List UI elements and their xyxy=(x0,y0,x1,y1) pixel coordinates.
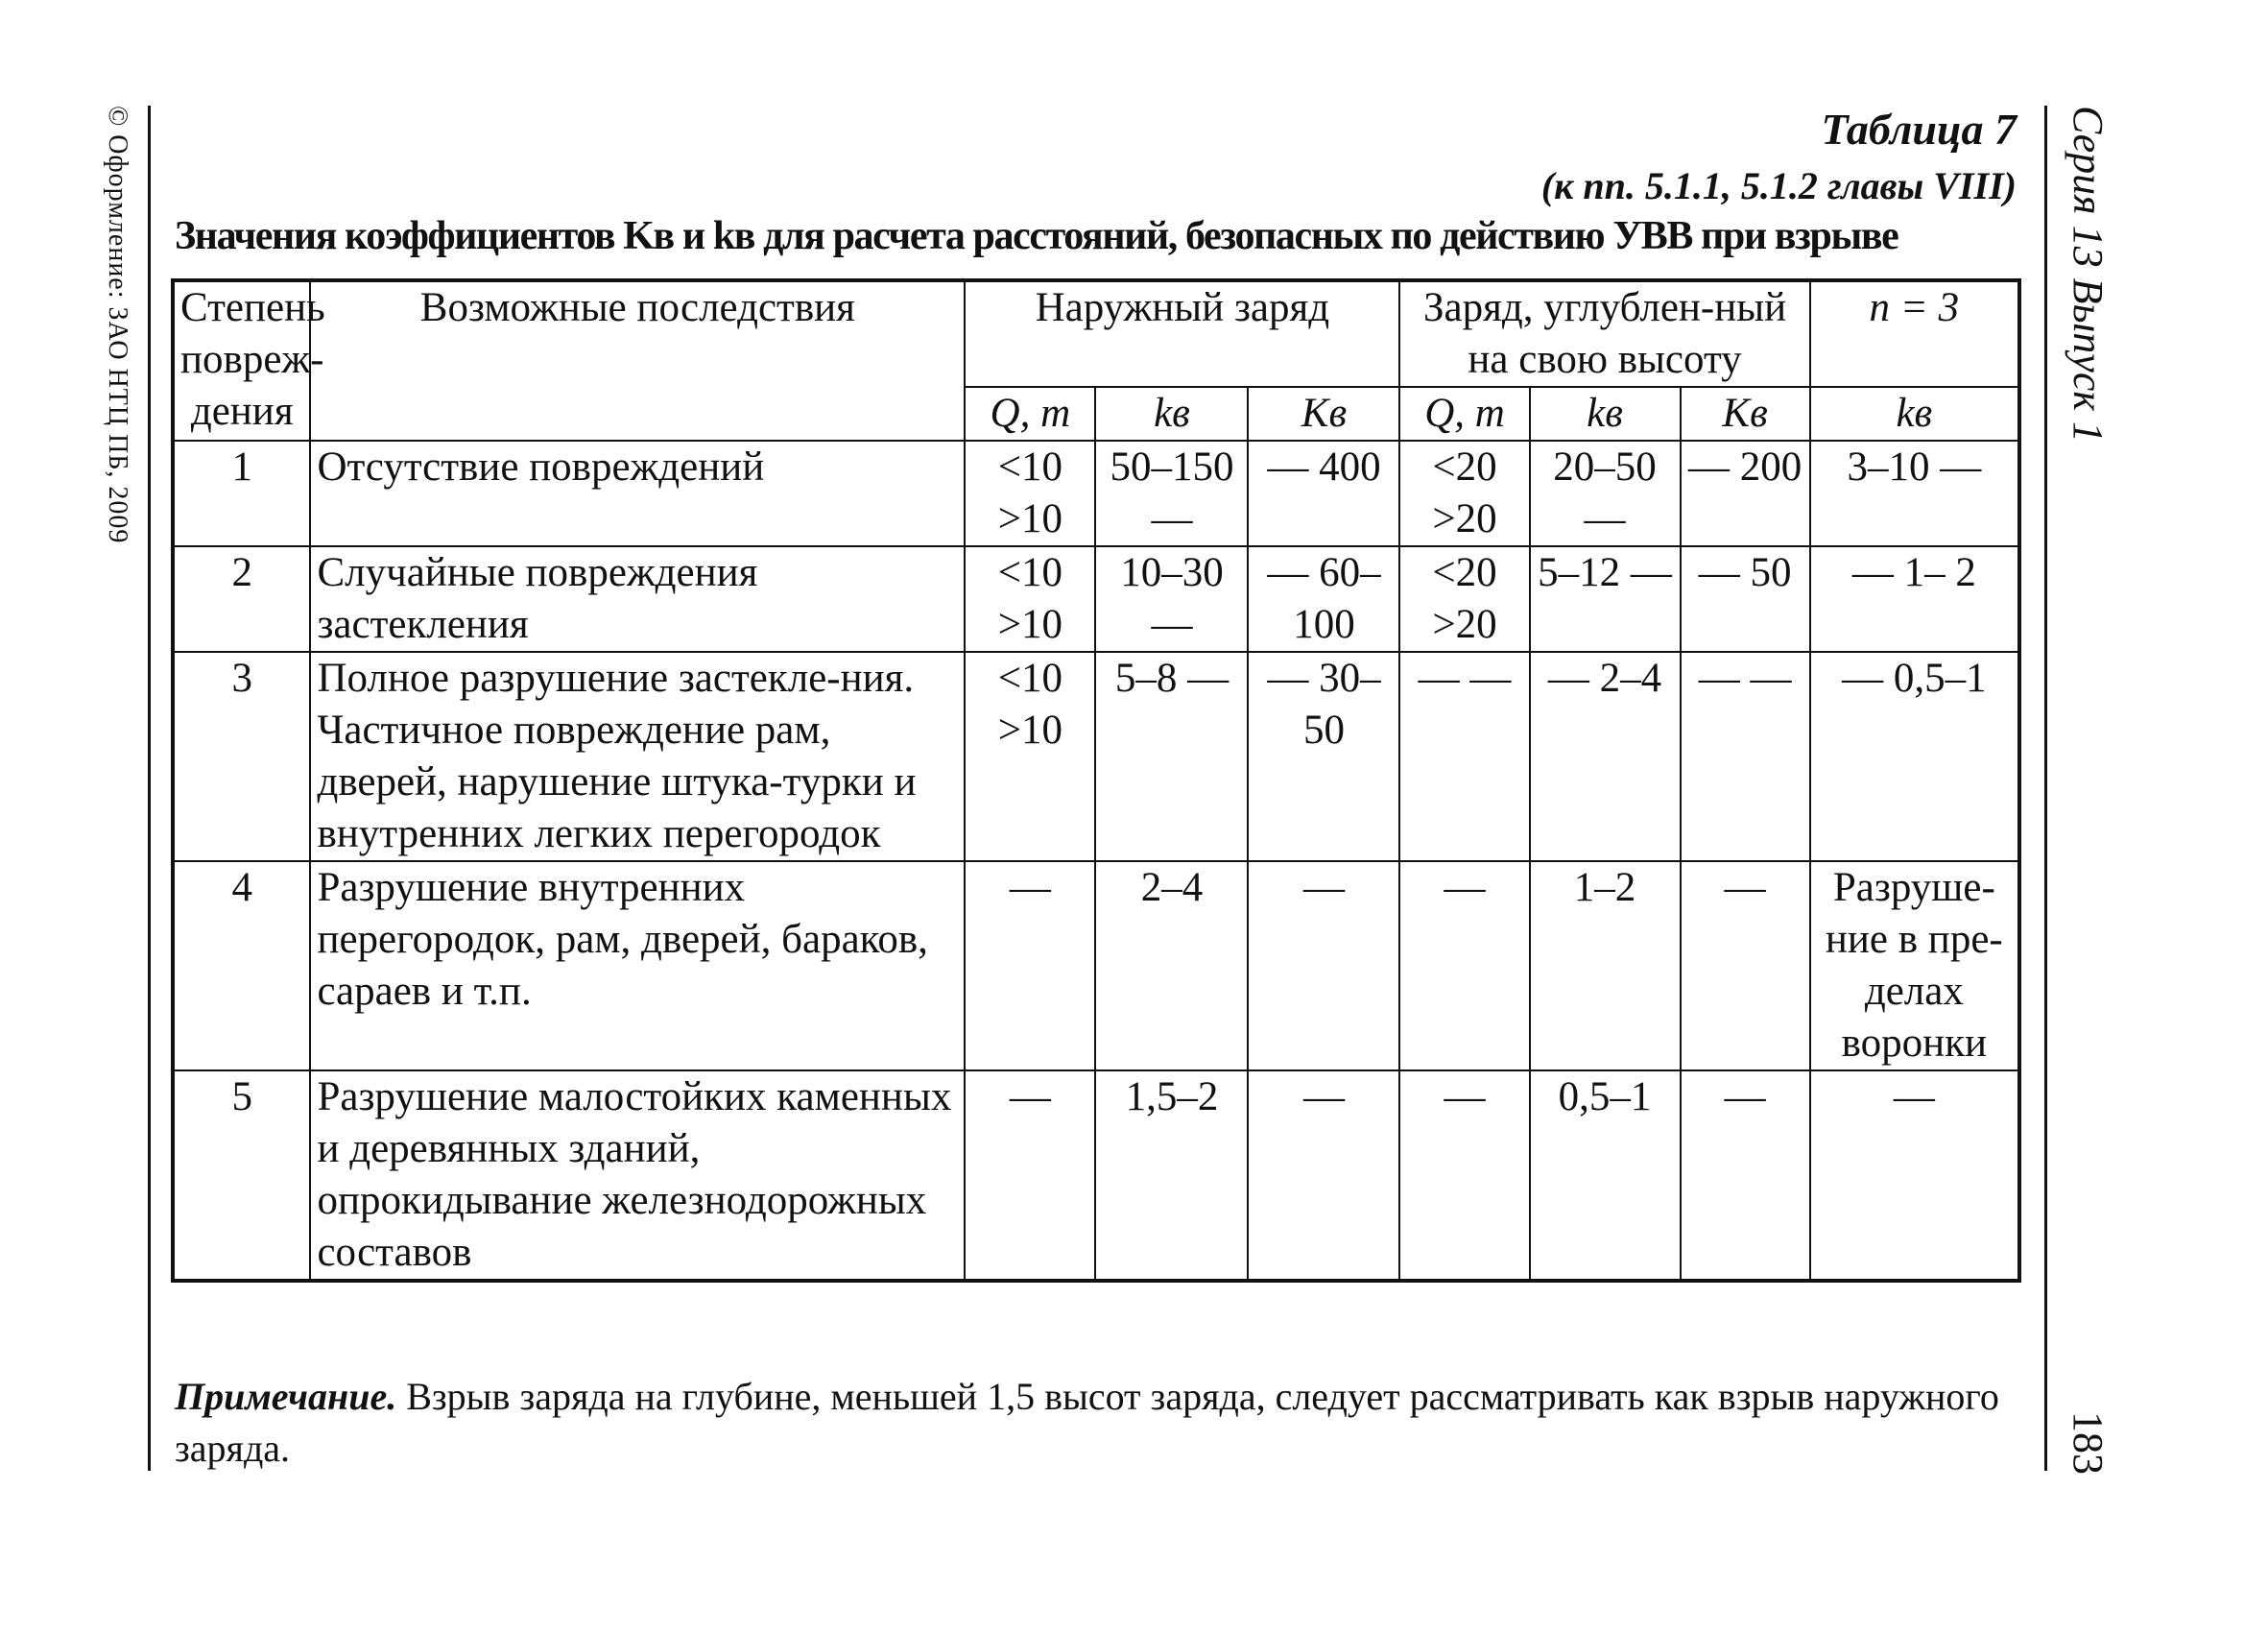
cell-k-outer-small: 10–30 — xyxy=(1095,546,1248,652)
cell-q-buried: — xyxy=(1399,1070,1529,1281)
table-note xyxy=(175,1371,2025,1475)
note-label: Примечание. xyxy=(175,1375,397,1418)
cell-q-outer: <10 >10 xyxy=(965,546,1095,652)
cell-q-buried: <20 >20 xyxy=(1399,546,1529,652)
cell-degree: 4 xyxy=(173,861,310,1070)
header-k-buried-big: Kв xyxy=(1681,387,1810,441)
right-margin-rule xyxy=(2044,106,2047,1471)
table-row xyxy=(173,1070,2019,1281)
cell-consequences: Случайные повреждения застекления xyxy=(310,546,965,652)
header-k-outer-small: kв xyxy=(1095,387,1248,441)
header-k-outer-big: Kв xyxy=(1248,387,1399,441)
cell-k-outer-big: — 60–100 xyxy=(1248,546,1399,652)
cell-degree: 5 xyxy=(173,1070,310,1281)
series-vertical: Серия 13 Выпуск 1 xyxy=(2065,106,2112,443)
cell-k-n3: — 1– 2 xyxy=(1810,546,2019,652)
cell-k-outer-small: 50–150 — xyxy=(1095,441,1248,546)
header-n3: n = 3 xyxy=(1810,280,2019,387)
cell-k-outer-big: — xyxy=(1248,861,1399,1070)
cell-q-outer: — xyxy=(965,1070,1095,1281)
table-row xyxy=(173,441,2019,546)
table-row xyxy=(173,861,2019,1070)
cell-q-buried: — xyxy=(1399,861,1529,1070)
header-consequences: Возможные последствия xyxy=(310,280,965,441)
header-degree: Степень повреж-дения xyxy=(173,280,310,441)
cell-q-outer: <10 >10 xyxy=(965,652,1095,861)
cell-k-outer-small: 2–4 xyxy=(1095,861,1248,1070)
cell-consequences: Разрушение малостойких каменных и деревянных зданий, опрокидывание железнодорожных составов xyxy=(310,1070,965,1281)
table-title: Значения коэффициентов Kв и kв для расчета расстояний, безопасных по действию УВВ при взрыве xyxy=(175,214,1898,258)
cell-k-buried-small: 1–2 xyxy=(1530,861,1681,1070)
cell-k-buried-big: — xyxy=(1681,861,1810,1070)
cell-q-outer: — xyxy=(965,861,1095,1070)
cell-k-n3: Разруше-ние в пре-делах воронки xyxy=(1810,861,2019,1070)
note-text: Взрыв заряда на глубине, меньшей 1,5 высот заряда, следует рассматривать как взрыв наружного заряда. xyxy=(175,1375,1999,1470)
cell-degree: 2 xyxy=(173,546,310,652)
page-number: 183 xyxy=(2065,1411,2112,1475)
cell-k-buried-big: — 50 xyxy=(1681,546,1810,652)
cell-k-outer-small: 1,5–2 xyxy=(1095,1070,1248,1281)
cell-degree: 3 xyxy=(173,652,310,861)
table-row xyxy=(173,546,2019,652)
header-outer-charge: Наружный заряд xyxy=(965,280,1399,387)
table-reference: (к пп. 5.1.1, 5.1.2 главы VIII) xyxy=(1540,164,2017,207)
header-row-1 xyxy=(173,280,2019,387)
cell-k-outer-big: — 30–50 xyxy=(1248,652,1399,861)
header-buried-charge: Заряд, углублен-ный на свою высоту xyxy=(1399,280,1809,387)
cell-k-buried-big: — xyxy=(1681,1070,1810,1281)
cell-k-buried-big: — 200 xyxy=(1681,441,1810,546)
cell-k-outer-small: 5–8 — xyxy=(1095,652,1248,861)
cell-k-outer-big: — 400 xyxy=(1248,441,1399,546)
cell-k-n3: — 0,5–1 xyxy=(1810,652,2019,861)
cell-q-outer: <10 >10 xyxy=(965,441,1095,546)
cell-k-buried-small: — 2–4 xyxy=(1530,652,1681,861)
header-k-n3: kв xyxy=(1810,387,2019,441)
left-margin-rule xyxy=(148,106,151,1471)
copyright-vertical: © Оформление: ЗАО НТЦ ПБ, 2009 xyxy=(103,106,132,544)
cell-q-buried: <20 >20 xyxy=(1399,441,1529,546)
cell-q-buried: — — xyxy=(1399,652,1529,861)
cell-k-n3: 3–10 — xyxy=(1810,441,2019,546)
cell-consequences: Отсутствие повреждений xyxy=(310,441,965,546)
cell-k-buried-small: 20–50 — xyxy=(1530,441,1681,546)
cell-k-n3: — xyxy=(1810,1070,2019,1281)
cell-k-buried-small: 0,5–1 xyxy=(1530,1070,1681,1281)
header-q-outer: Q, т xyxy=(965,387,1095,441)
coefficients-table xyxy=(171,278,2021,1283)
table-row xyxy=(173,652,2019,861)
cell-consequences: Разрушение внутренних перегородок, рам, дверей, бараков, сараев и т.п. xyxy=(310,861,965,1070)
cell-k-outer-big: — xyxy=(1248,1070,1399,1281)
cell-degree: 1 xyxy=(173,441,310,546)
cell-k-buried-small: 5–12 — xyxy=(1530,546,1681,652)
cell-k-buried-big: — — xyxy=(1681,652,1810,861)
table-label: Таблица 7 xyxy=(1821,105,2017,154)
header-q-buried: Q, т xyxy=(1399,387,1529,441)
cell-consequences: Полное разрушение застекле-ния. Частичное повреждение рам, дверей, нарушение штука-турки и внутренних легких перегородок xyxy=(310,652,965,861)
header-k-buried-small: kв xyxy=(1530,387,1681,441)
